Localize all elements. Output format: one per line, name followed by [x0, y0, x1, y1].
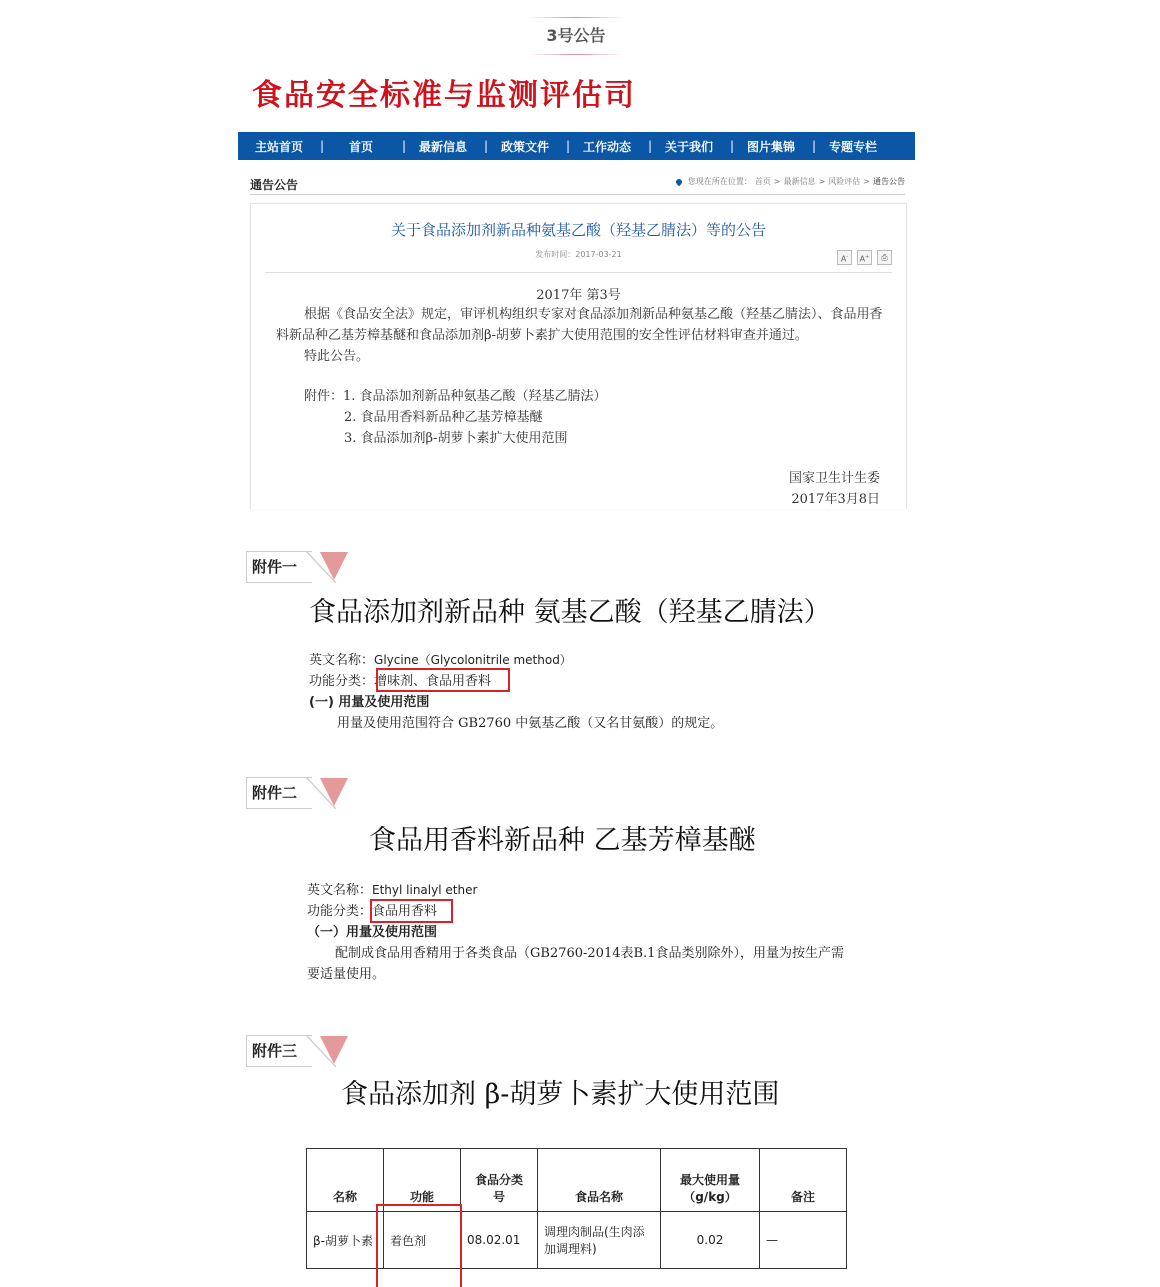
site-title: 食品安全标准与监测评估司 [252, 78, 636, 113]
font-increase-icon[interactable]: A+ [857, 250, 872, 265]
attachment-tag-label: 附件一 [246, 551, 312, 583]
nav-item-about[interactable]: 关于我们 [664, 139, 713, 154]
nav-item-gallery[interactable]: 图片集锦 [746, 139, 795, 154]
attachment-item: 1. 食品添加剂新品种氨基乙酸（羟基乙腈法） [343, 389, 607, 404]
breadcrumb [676, 176, 905, 187]
attachment-body [309, 650, 723, 734]
usage-text: 配制成食品用香精用于各类食品（GB2760-2014表B.1食品类别除外），用量为按生产需 [335, 946, 844, 961]
attachment-title: 食品添加剂新品种 氨基乙酸（羟基乙腈法） [309, 597, 831, 628]
field-value: 食品用香料 [372, 904, 438, 919]
table-header: 名称 [307, 1149, 384, 1212]
nav-item-main-site[interactable]: 主站首页 [254, 139, 303, 154]
nav-item-policy[interactable]: 政策文件 [500, 139, 549, 154]
highlight-box [376, 668, 510, 692]
location-pin-icon [675, 177, 683, 185]
nav-item-topics[interactable]: 专题专栏 [828, 139, 877, 154]
nav-item-latest[interactable]: 最新信息 [418, 139, 467, 154]
font-decrease-icon[interactable]: A- [837, 250, 852, 265]
field-label: 英文名称： [309, 653, 375, 668]
table-cell: 着色剂 [384, 1212, 461, 1269]
section-heading: （一）用量及使用范围 [307, 925, 438, 940]
table-cell: 调理肉制品(生肉添 加调理料) [538, 1212, 661, 1269]
signature [789, 468, 880, 510]
attachment-item: 2. 食品用香料新品种乙基芳樟基醚 [344, 410, 543, 425]
table-header: 食品分类 号 [461, 1149, 538, 1212]
field-value: 增味剂、食品用香料 [374, 674, 492, 689]
attachment-list [304, 386, 607, 449]
text-tools [837, 250, 892, 265]
table-cell: 08.02.01 [461, 1212, 538, 1269]
table-cell: — [760, 1212, 847, 1269]
attachment-tag-label: 附件二 [246, 777, 312, 809]
field-label: 英文名称： [307, 883, 373, 898]
print-icon[interactable]: ⎙ [877, 250, 892, 265]
breadcrumb-link-latest[interactable]: 最新信息 [783, 177, 816, 186]
notice-closing: 特此公告。 [304, 349, 370, 364]
triangle-icon [320, 1036, 348, 1064]
table-header-row [307, 1149, 847, 1212]
notice-number: 2017年 第3号 [536, 288, 621, 303]
table-header: 备注 [760, 1149, 847, 1212]
breadcrumb-separator: > [773, 177, 781, 186]
attachment-body [307, 880, 852, 985]
issue-date: 2017年3月8日 [791, 492, 880, 507]
table-cell: 0.02 [661, 1212, 760, 1269]
highlight-box [376, 1204, 462, 1287]
attachment-title: 食品用香料新品种 乙基芳樟基醚 [369, 825, 756, 856]
attachment-title: 食品添加剂 β-胡萝卜素扩大使用范围 [341, 1079, 780, 1110]
triangle-icon [320, 778, 348, 806]
table-cell: β-胡萝卜素 [307, 1212, 384, 1269]
divider [265, 272, 892, 273]
publish-date: 发布时间：2017-03-21 [535, 250, 622, 259]
field-label: 功能分类： [307, 904, 373, 919]
usage-text: 用量及使用范围符合 GB2760 中氨基乙酸（又名甘氨酸）的规定。 [337, 716, 724, 731]
breadcrumb-separator: > [818, 177, 826, 186]
divider [250, 194, 905, 195]
table-header: 功能 [384, 1149, 461, 1212]
field-label: 功能分类： [309, 674, 375, 689]
usage-text: 要适量使用。 [307, 967, 386, 982]
attachment-item: 3. 食品添加剂β-胡萝卜素扩大使用范围 [344, 431, 568, 446]
table-header: 食品名称 [538, 1149, 661, 1212]
table-header: 最大使用量 （g/kg） [661, 1149, 760, 1212]
notice-title: 关于食品添加剂新品种氨基乙酸（羟基乙腈法）等的公告 [390, 221, 766, 239]
nav-item-home[interactable]: 首页 [348, 139, 373, 154]
notice-panel [250, 203, 907, 509]
breadcrumb-link-risk[interactable]: 风险评估 [828, 177, 861, 186]
section-heading: (一) 用量及使用范围 [309, 695, 430, 710]
breadcrumb-current: 通告公告 [873, 177, 905, 186]
section-title: 通告公告 [250, 178, 299, 192]
nav-bar: 主站首页 | 首页 | 最新信息 | 政策文件 | 工作动态 | 关于我们 | 图片集锦 | 专题专栏 [238, 132, 915, 160]
attachment-label: 附件： [304, 389, 344, 404]
nav-item-work[interactable]: 工作动态 [582, 139, 631, 154]
attachment-tag-label: 附件三 [246, 1035, 312, 1067]
field-value: Glycine（Glycolonitrile method） [374, 653, 572, 667]
notice-paragraph: 根据《食品安全法》规定，审评机构组织专家对食品添加剂新品种氨基乙酸（羟基乙腈法）、食品用香料新品种乙基芳樟基醚和食品添加剂β-胡萝卜素扩大使用范围的安全性评估材料审查并通过。 [276, 307, 883, 343]
triangle-icon [320, 552, 348, 580]
breadcrumb-prefix: 您现在所在位置： [687, 177, 752, 186]
issuing-org: 国家卫生计生委 [788, 471, 880, 486]
breadcrumb-separator: > [863, 177, 870, 186]
field-value: Ethyl linalyl ether [372, 883, 478, 897]
announcement-badge: 3号公告 [528, 17, 624, 55]
breadcrumb-link-home[interactable]: 首页 [754, 177, 771, 186]
highlight-box [370, 899, 453, 923]
